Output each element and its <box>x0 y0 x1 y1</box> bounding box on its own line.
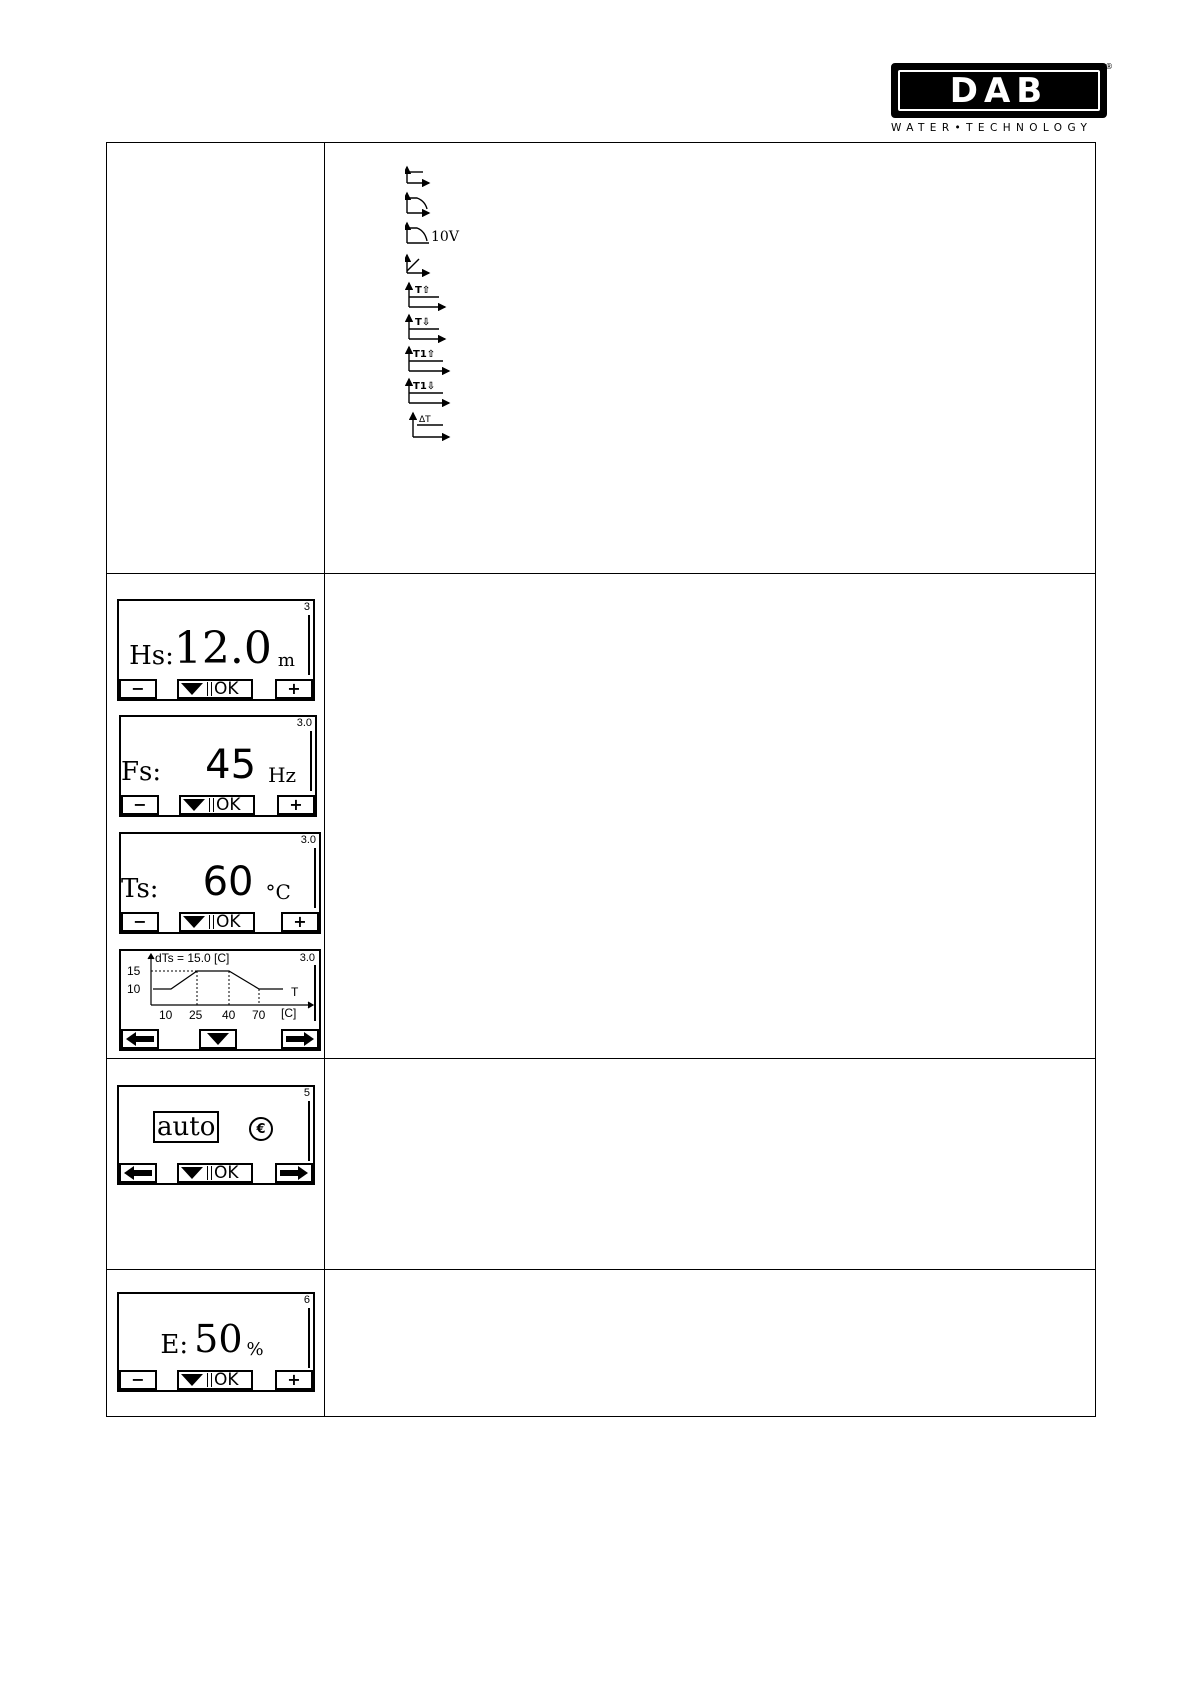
page-number: 3.0 <box>300 834 316 846</box>
icon-label-10v: 10V <box>431 229 459 245</box>
setpoint-value: 12.0 <box>173 623 272 674</box>
setpoint-value: 45 <box>205 742 257 788</box>
lcd-screen-auto <box>117 1085 315 1185</box>
setpoint-unit: Hz <box>268 763 297 787</box>
page-number: 3 <box>303 601 310 613</box>
delta-t-curve-icon <box>413 413 449 437</box>
setpoint-label: Hs: <box>129 641 174 671</box>
icon-label-t1-down: T1⇩ <box>413 381 436 392</box>
x-tick-40: 40 <box>222 1008 236 1022</box>
table-row-control-modes <box>107 143 1095 574</box>
left-arrow-button[interactable] <box>121 1029 159 1049</box>
down-ok-button[interactable]: OK <box>179 795 255 815</box>
scroll-bar <box>306 1308 310 1368</box>
right-arrow-icon <box>284 1032 316 1046</box>
lcd-screen-fs <box>119 715 317 817</box>
y-tick-15: 15 <box>127 964 141 978</box>
x-unit: [C] <box>281 1006 297 1020</box>
left-arrow-icon <box>122 1166 154 1180</box>
minus-button[interactable]: − <box>119 679 157 699</box>
dab-logo <box>891 63 1116 137</box>
scroll-bar <box>308 731 312 791</box>
down-ok-button[interactable]: OK <box>177 1163 253 1183</box>
scroll-bar <box>312 848 316 908</box>
left-cell-auto-screen <box>107 1059 325 1269</box>
constant-pressure-curve-icon <box>407 167 429 183</box>
logo-word: DAB <box>949 70 1049 111</box>
mode-value-auto[interactable]: auto <box>153 1111 219 1143</box>
right-arrow-button[interactable] <box>281 1029 319 1049</box>
lcd-screen-ts <box>119 832 321 934</box>
proportional-pressure-curve-icon <box>407 193 429 213</box>
plus-button[interactable]: + <box>275 679 313 699</box>
down-triangle-icon <box>181 1167 203 1179</box>
down-triangle-icon <box>181 683 203 695</box>
temperature-rise-curve-icon <box>409 283 445 307</box>
page-number: 3.0 <box>299 952 315 964</box>
scroll-bar <box>306 1101 310 1161</box>
setpoint-value: 50 <box>194 1317 243 1361</box>
table-row-auto-mode <box>107 1059 1095 1270</box>
plus-button[interactable]: + <box>277 795 315 815</box>
right-cell-empty <box>325 1059 1095 1269</box>
minus-button[interactable]: − <box>121 795 159 815</box>
down-ok-button[interactable]: OK <box>179 912 255 932</box>
graph-title: dTs = 15.0 [C] <box>155 951 230 965</box>
lcd-screen-e <box>117 1292 315 1392</box>
separator-icon <box>209 798 214 812</box>
logo-box <box>891 62 1113 118</box>
axis-label-t: T <box>291 985 299 999</box>
left-cell-empty <box>107 143 325 573</box>
registered-mark: ® <box>1105 62 1113 71</box>
down-triangle-icon <box>183 799 205 811</box>
setpoint-label: E: <box>160 1330 189 1360</box>
left-cell-e-screen <box>107 1270 325 1416</box>
down-triangle-icon <box>183 916 205 928</box>
down-triangle-icon <box>181 1374 203 1386</box>
table-row-setpoints <box>107 574 1095 1059</box>
plus-button[interactable]: + <box>275 1370 313 1390</box>
right-cell-empty <box>325 1270 1095 1416</box>
settings-table <box>106 142 1096 1417</box>
down-triangle-icon <box>207 1033 229 1045</box>
minus-button[interactable]: − <box>119 1370 157 1390</box>
separator-icon <box>209 915 214 929</box>
temperature-fall-curve-icon <box>409 315 445 339</box>
down-ok-button[interactable]: OK <box>177 1370 253 1390</box>
external-signal-curve-icon <box>407 223 460 245</box>
logo-tagline: WATER•TECHNOLOGY <box>891 122 1093 134</box>
icon-label-t1-up: T1⇧ <box>413 349 436 360</box>
right-cell-empty <box>325 574 1095 1058</box>
separator-icon <box>207 1373 212 1387</box>
page-number: 6 <box>303 1294 310 1306</box>
x-tick-25: 25 <box>189 1008 203 1022</box>
table-row-e-percentage <box>107 1270 1095 1416</box>
separator-icon <box>207 682 212 696</box>
setpoint-label: Ts: <box>121 874 159 904</box>
setpoint-label: Fs: <box>121 757 162 787</box>
lcd-screen-hs <box>117 599 315 701</box>
icon-label-t-up: T⇧ <box>415 285 431 296</box>
setpoint-value: 60 <box>202 859 254 905</box>
down-button[interactable] <box>199 1029 237 1049</box>
left-arrow-button[interactable] <box>119 1163 157 1183</box>
x-tick-70: 70 <box>252 1008 266 1022</box>
lcd-screen-dts-graph <box>119 949 321 1051</box>
down-ok-button[interactable]: OK <box>177 679 253 699</box>
page-number: 5 <box>303 1087 310 1099</box>
scroll-bar <box>306 615 310 675</box>
left-cell-setpoint-screens <box>107 574 325 1058</box>
page-number: 3.0 <box>296 717 312 729</box>
setpoint-unit: % <box>246 1339 264 1360</box>
constant-speed-curve-icon <box>407 255 429 273</box>
setpoint-unit: m <box>277 650 295 671</box>
left-arrow-icon <box>124 1032 156 1046</box>
x-tick-10: 10 <box>159 1008 173 1022</box>
right-arrow-button[interactable] <box>275 1163 313 1183</box>
setpoint-unit: °C <box>265 880 291 904</box>
right-cell-mode-icons <box>325 143 1095 573</box>
icon-label-delta-t: ΔT <box>419 415 431 425</box>
t1-temperature-fall-curve-icon <box>409 379 449 403</box>
dts-curve <box>153 971 283 989</box>
t1-temperature-rise-curve-icon <box>409 347 449 371</box>
y-tick-10: 10 <box>127 982 141 996</box>
eco-symbol-icon: € <box>249 1117 273 1141</box>
right-arrow-icon <box>278 1166 310 1180</box>
icon-label-t-down: T⇩ <box>415 317 431 328</box>
mode-icon-list <box>405 163 525 453</box>
graph-gridlines <box>151 971 259 1005</box>
minus-button[interactable]: − <box>121 912 159 932</box>
separator-icon <box>207 1166 212 1180</box>
plus-button[interactable]: + <box>281 912 319 932</box>
